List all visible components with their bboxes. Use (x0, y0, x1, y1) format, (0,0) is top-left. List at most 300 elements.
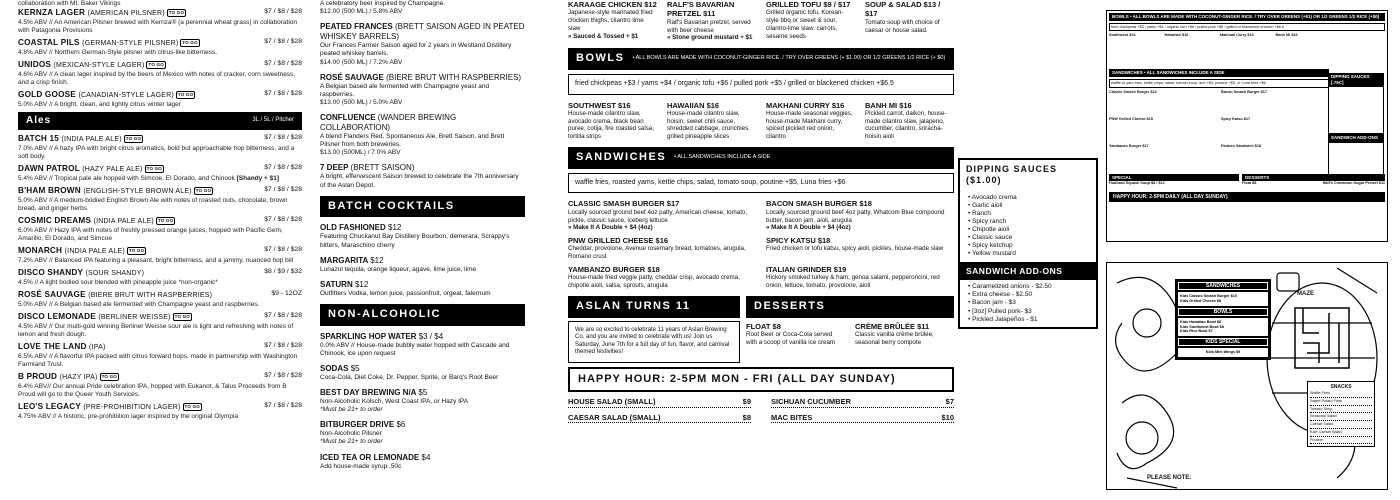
to-go-badge: TO GO (168, 10, 185, 16)
desserts-grid (746, 322, 954, 347)
beer-price: $7 / $8 / $28 (264, 186, 302, 194)
drink-item (320, 163, 525, 189)
desserts-block (746, 296, 954, 363)
thumb-item: Hawaiian $16 (1164, 33, 1189, 38)
drink-name-text: ROSÉ SAUVAGE (320, 72, 384, 82)
beer-name (18, 216, 175, 227)
drink-item (320, 73, 525, 107)
beer-title-row (18, 290, 302, 301)
kids-sandwiches-title: SANDWICHES (1178, 282, 1268, 290)
beer-title-row (18, 164, 302, 175)
drink-price: $12.00 (500 ML) / 5.8% ABV (320, 8, 403, 16)
beer-name-text: B'HAM BROWN (18, 186, 81, 196)
beer-desc-text: 4.5% ABV // An American Pilsner brewed with Kernza® (a perennial wheat grass) in collaboration with Patagonia Provisions (18, 18, 298, 34)
beer-title-row (18, 90, 302, 101)
thumb-addon-bar: SANDWICH ADD-ONS (1328, 134, 1384, 142)
food-price: $16 (706, 100, 720, 110)
drink-desc: Coca-Cola, Diet Coke, Dr. Pepper, Sprite, or Barq's Root Beer (320, 373, 499, 381)
beer-desc (18, 71, 302, 87)
drink-item (320, 420, 525, 446)
beer-name-text: COSMIC DREAMS (18, 216, 92, 226)
food-item (766, 236, 954, 261)
food-name-text: CRÈME BRÛLÉE (855, 321, 916, 331)
beer-name-text: DISCO SHANDY (18, 268, 84, 278)
bowls-grid (568, 101, 954, 141)
food-price: $11 (917, 321, 930, 331)
thumb-addon-list (1328, 142, 1384, 178)
food-desc: Root Beer or Coca-Cola served with a scoop of vanilla ice cream (746, 330, 836, 346)
beer-desc-text: 4.75% ABV // A historic, pre-prohibition lager inspired by the original Olympia (18, 412, 239, 420)
aslan-block (568, 296, 740, 363)
drink-item (320, 453, 525, 471)
addon-item: • Extra cheese - $2.50 (968, 291, 1088, 299)
thumb-sandwiches (1109, 90, 1329, 166)
beer-name (18, 372, 119, 383)
beer-desc (18, 175, 302, 183)
food-price: $18 (817, 236, 831, 245)
beer-title-row (18, 60, 302, 71)
food-name-text: YAMBANZO BURGER (568, 264, 646, 274)
addons-header: SANDWICH ADD-ONS (960, 262, 1096, 281)
happy-item-price: $8 (742, 412, 751, 422)
dipping-sauce-item: • Ranch (968, 210, 1088, 218)
beer-desc (18, 353, 302, 369)
food-name-text: SOUP & SALAD (865, 0, 922, 9)
beer-item (18, 164, 302, 183)
beer-desc-text: 4.5% ABV // Our multi-gold winning Berliner Weisse sour ale is light and refreshing with notes of lemon and fresh dough. (18, 322, 294, 338)
beer-desc (18, 279, 302, 287)
drink-name (320, 22, 525, 42)
thumb-item: Classic Smash Burger $16 (1109, 89, 1157, 94)
drink-desc: A blend Flanders Red, Spontaneous Ale, Brett Saison, and Brett Pilsner from both breweries. (320, 133, 505, 149)
beer-style: (CANADIAN-STYLE LAGER) (78, 92, 174, 99)
beer-style: (INDIA PALE ALE) (93, 218, 154, 226)
beer-name (18, 38, 200, 49)
drink-name-text: SPARKLING HOP WATER (320, 331, 417, 341)
drink-note: *Must be 21+ to order (320, 438, 383, 446)
food-item (865, 101, 954, 141)
thumb-item: PNW Grilled Cheese $15 (1109, 116, 1153, 121)
food-desc: Locally sourced ground beef 4oz patty, American cheese, tomato, pickle, classic sauce, iceberg lettuce (568, 208, 748, 224)
food-name-text: GRILLED TOFU (766, 0, 822, 9)
food-name (667, 0, 756, 19)
happy-hour-items (568, 392, 954, 423)
beer-name-text: LOVE THE LAND (18, 341, 87, 351)
thumb-item: Kids Rice Bowl $7 (1180, 329, 1213, 334)
dipping-sauce-list (960, 191, 1096, 262)
food-name (855, 322, 954, 331)
beer-desc-text: 6.4% ABV// Our annual Pride celebration IPA, hopped with Eukanot, & Talus Proceeds from B Proud will go to the Queer Youth Services. (18, 382, 287, 398)
beer-style: (IPA) (89, 343, 106, 351)
beer-desc (18, 145, 302, 161)
food-item (667, 101, 756, 141)
drink-name (320, 256, 525, 266)
food-price: $16 (655, 236, 669, 245)
thumb-happy-bar: HAPPY HOUR: 2-5PM DAILY (ALL DAY SUNDAY) (1109, 192, 1385, 202)
beer-desc (18, 19, 302, 35)
food-item (766, 199, 954, 232)
food-extra: » Sauced & Tossed + $1 (568, 32, 639, 40)
beer-style: (ENGLISH-STYLE BROWN ALE) (83, 188, 192, 196)
food-desc: House-made fried veggie patty, cheddar crisp, avocado crema, chipotle aioli, salsa, sprouts, arugula (568, 274, 740, 289)
dipping-sauce-item: • Garlic aioli (968, 202, 1088, 210)
happy-item-price: $9 (742, 397, 751, 407)
beer-price: $7 / $8 / $28 (264, 90, 302, 97)
snack-item: Poutine (1310, 437, 1372, 445)
food-name (766, 0, 855, 9)
snacks-panel (1307, 381, 1375, 447)
snack-item: Waffle Fries (1310, 390, 1372, 398)
beer-desc-text: 5.0% ABV // A medium-bodied English Brown Ale with notes of roasted nuts, chocolate, brown bread, and ginger herbs (18, 197, 288, 213)
food-extra: » Stone ground mustard + $1 (667, 34, 753, 42)
thumb-item: Kids Grilled Cheese $8 (1180, 298, 1222, 303)
food-desc: Grilled organic tofu, Korean-style bbq or sweet & sour, cilantro-lime slaw, carrots, sesame seeds (766, 9, 844, 40)
addon-item: • Pickled Jalapeños - $1 (968, 316, 1088, 324)
happy-hour-row (771, 408, 954, 423)
kids-special-item: Kids Mini Wings $9 (1178, 348, 1268, 357)
beer-title-row (18, 38, 302, 49)
food-desc: Locally sourced ground beef 4oz patty, Whatcom Blue compound butter, bacon jam, aioli, arugula (766, 208, 945, 224)
beer-title-row (18, 372, 302, 383)
thumb-item: Banh Mi $16 (1275, 33, 1298, 38)
beer-item (18, 90, 302, 109)
beer-item (18, 38, 302, 57)
beer-name-text: KERNZA LAGER (18, 8, 86, 18)
dipping-sauces-header: DIPPING SAUCES ($1.00) (966, 164, 1058, 186)
beer-item (18, 246, 302, 265)
beer-title-row (18, 268, 302, 279)
food-name-text: ITALIAN GRINDER (766, 264, 832, 274)
beer-desc (18, 323, 302, 339)
to-go-badge: TO GO (125, 136, 142, 142)
ales-header-title: Ales (26, 114, 52, 126)
snack-item: Seasonal Salad (1310, 413, 1372, 421)
drink-name-text: PEATED FRANCES (320, 22, 393, 32)
beer-name-text: LEO'S LEGACY (18, 401, 81, 411)
drink-desc: Non-Alcoholic Kolsch, West Coast IPA, or Hazy IPA (320, 398, 469, 405)
food-name (568, 199, 756, 208)
food-price: $16 (899, 100, 912, 110)
bottles-column (320, 0, 525, 500)
food-price: $9 / $17 (823, 0, 851, 9)
beer-item (18, 60, 302, 87)
beer-item (18, 216, 302, 243)
beer-item (18, 134, 302, 161)
thumb-item: Southwest $16 (1109, 33, 1136, 38)
bottle-list (320, 0, 525, 190)
beer-item (18, 402, 302, 421)
food-desc: Tomato soup with choice of caesar or house salad. (865, 18, 940, 34)
sandwiches-header-title: SANDWICHES (576, 150, 667, 163)
beer-name-text: UNIDOS (18, 60, 52, 69)
drink-desc: Non-Alcoholic Pilsner (320, 430, 382, 438)
food-item (667, 0, 756, 42)
thumb-special-item: Hubbard Squash Soup $8 / $12 (1109, 181, 1165, 186)
beer-price: $8 / $9 / $32 (264, 268, 302, 276)
beer-title-row (18, 186, 302, 197)
beer-desc (18, 101, 302, 109)
drink-desc: Featuring Chuckanut Bay Distillery Bourbon, demerara, Scrappy's bitters, Maraschino cherry (320, 233, 510, 249)
drink-price: $14.00 (500 ML) / 7.2% ABV (320, 58, 403, 66)
drink-style: (WANDER BREWING COLLABORATION) (320, 113, 457, 132)
beer-item (18, 8, 302, 35)
thumb-item: Reuben Sandwich $18 (1221, 143, 1262, 148)
drink-price: $12 (370, 255, 384, 265)
beer-name-text: ROSÉ SAUVAGE (18, 290, 86, 299)
beer-desc (18, 301, 302, 309)
sandwiches-grid (568, 199, 954, 289)
drink-item (320, 256, 525, 274)
drink-name-text: SATURN (320, 279, 353, 289)
food-column (568, 0, 954, 500)
thumb-special (1109, 174, 1239, 186)
drink-name-text: OLD FASHIONED (320, 223, 386, 233)
thumb-item: Kids Southwest Bowl $8 (1180, 324, 1224, 329)
top-note: collaboration with Mt. Baker Vikings (18, 0, 121, 7)
drink-desc: Outfitters Vodka, lemon juice, passionfruit, orgeat, falernum (320, 289, 491, 297)
beer-desc-text: 6.0% ABV // Hazy IPA with notes of freshly pressed orange juices, hopped with Pacific Gem, Amarillo, El Dorado, and Simcoe (18, 227, 283, 243)
food-item (766, 0, 855, 42)
thumb-sandwiches-bar: SANDWICHES • ALL SANDWICHES INCLUDE A SIDE (1109, 69, 1329, 77)
sandwich-sides: waffle fries, roasted yams, kettle chips, salad, tomato soup, poutine +$5, Luna fries +$6 (568, 173, 954, 194)
thumb-item: Kids Hawaiian Bowl $8 (1180, 319, 1222, 324)
beer-price: $7 / $8 / $28 (264, 216, 302, 224)
beer-price: $7 / $8 / $28 (264, 8, 302, 16)
to-go-badge: TO GO (182, 40, 198, 46)
aslan-desserts-row (568, 296, 954, 363)
beer-price: $9 - 12OZ (271, 290, 302, 297)
drink-desc: Add house-made syrup .50c (320, 462, 402, 470)
beer-style: (INDIA PALE ALE) (61, 136, 122, 144)
happy-item-name: SICHUAN CUCUMBER (771, 397, 851, 407)
drink-name-text: ICED TEA OR LEMONADE (320, 452, 420, 462)
food-name-text: CLASSIC SMASH BURGER (568, 199, 665, 209)
beer-desc-text: 5.4% ABV // Tropical pale ale hopped with Simcoe, El Dorado, and Chinook (18, 175, 235, 183)
beer-style: (BERLINER WEISSE) (98, 313, 171, 321)
thumb-dessert-items (1242, 181, 1385, 186)
beer-name-text: BATCH 15 (18, 134, 60, 144)
dipping-sauce-item: • Chipotle aioli (968, 226, 1088, 234)
beer-desc-text: 7.2% ABV // Balanced IPA featuring a pleasant, bright bitterness, and a jammy, nuanced hop bill (18, 257, 294, 264)
food-name-text: SOUTHWEST (568, 100, 616, 110)
snack-item: Kale Caesar Salad (1310, 429, 1372, 437)
beer-desc (18, 49, 302, 57)
dipping-sauce-item: • Spicy ketchup (968, 242, 1088, 250)
kids-bowl-items (1178, 318, 1268, 336)
ales-list (18, 134, 302, 420)
dipping-sauce-item: • Spicy ranch (968, 218, 1088, 226)
drink-item (320, 364, 525, 382)
drink-name-text: MARGARITA (320, 255, 368, 265)
ales-header-sizes: 3L / 5L / Pitcher (252, 117, 294, 124)
drink-desc: A bright, effervescent Saison brewed to celebrate the 7th anniversary of the Aslan Depot. (320, 173, 519, 189)
beer-price: $7 / $8 / $28 (264, 401, 302, 409)
drink-name-text: SODAS (320, 363, 349, 373)
drink-name (320, 163, 525, 173)
beer-name (18, 312, 192, 323)
kids-bowls-title: BOWLS (1178, 308, 1268, 316)
drink-item (320, 223, 525, 249)
to-go-badge: TO GO (174, 313, 191, 319)
beer-item (18, 342, 302, 369)
food-name-text: SPICY KATSU (766, 236, 816, 245)
beer-name (18, 90, 195, 101)
food-price: $8 (772, 321, 781, 331)
snacks-title: SNACKS (1330, 384, 1352, 390)
beer-item (18, 290, 302, 309)
food-price: $12 (644, 0, 657, 9)
sauces-column (958, 0, 1098, 500)
drink-style: (BIERE BRUT WITH RASPBERRIES) (386, 72, 522, 82)
snacks-list (1310, 390, 1372, 444)
food-name (766, 199, 954, 208)
food-price: $16 (618, 100, 631, 110)
beer-name (18, 8, 186, 19)
menu-thumbnail (1106, 10, 1388, 242)
drink-name-text: BEST DAY BREWING N/A (320, 388, 417, 397)
beer-price: $7 / $8 / $28 (264, 311, 302, 319)
thumb-special-bar: SPECIAL (1109, 174, 1239, 182)
beer-style: (GERMAN-STYLE PILSNER) (82, 40, 179, 48)
food-name (766, 265, 954, 274)
food-item (766, 265, 954, 290)
food-item (568, 199, 756, 232)
kids-menu-thumbnail (1106, 262, 1388, 490)
beer-desc (18, 197, 302, 213)
drink-item (320, 113, 525, 157)
drink-price: $4 (421, 452, 431, 462)
beer-title-row (18, 8, 302, 19)
food-item (855, 322, 954, 347)
food-price: $13 / $17 (865, 0, 941, 19)
drink-note: *Must be 21+ to order (320, 406, 383, 414)
happy-item-name: MAC BITES (771, 412, 813, 422)
drink-name (320, 332, 525, 342)
lager-list (18, 8, 302, 109)
food-name-text: MAKHANI CURRY (766, 100, 830, 110)
food-desc: House-made cilantro slaw, hoisin, sweet chili sauce, shredded cabbage, crunchies, grilled pineapple slices (667, 109, 750, 141)
beer-name-text: COASTAL PILS (18, 38, 80, 48)
kids-special-title: KIDS SPECIAL (1178, 338, 1268, 346)
food-desc: House-made seasonal veggies, house-made Makhani curry, spiced pickled red onion, cilantro (766, 109, 853, 141)
beer-desc (18, 413, 302, 421)
food-desc: Ralf's Bavarian pretzel, served with beer cheese (667, 18, 751, 34)
drink-desc: Lunazul tequila, orange liqueur, agave, lime juice, lime (320, 265, 477, 273)
beer-style: (MEXICAN-STYLE LAGER) (53, 62, 145, 69)
drink-desc: 0.0% ABV // House-made bubbly water hopped with Cascade and Chinook, ice upon request (320, 341, 510, 357)
food-item (568, 236, 756, 261)
happy-item-price: $7 (945, 397, 954, 407)
food-price: $17 (666, 199, 680, 209)
beer-name (18, 246, 146, 257)
thumb-bowls-add: fried chickpeas +$3 / yams +$4 / organic tofu +$6 / pulled pork +$5 / grilled or blackened chicken +$6.5 (1109, 23, 1385, 32)
food-item (865, 0, 954, 42)
snack-item: Sweet Potato Fries (1310, 398, 1372, 406)
food-desc: Hickory smoked turkey & ham, genoa salami, pepperoncini, red onion, lettuce, tomato, provolone, aioli (766, 274, 940, 289)
beer-desc (18, 257, 302, 265)
drink-name (320, 113, 525, 133)
to-go-badge: TO GO (157, 218, 174, 224)
beer-name-text: GOLD GOOSE (18, 90, 76, 99)
beer-item (18, 268, 302, 287)
food-name (766, 101, 855, 110)
food-name-text: BACON SMASH BURGER (766, 199, 858, 209)
food-name (746, 322, 845, 331)
drink-item (320, 388, 525, 414)
food-name (865, 101, 954, 110)
cocktails-header: BATCH COCKTAILS (320, 196, 525, 218)
beer-name (18, 268, 144, 279)
ales-header (18, 112, 302, 131)
food-name (568, 0, 657, 9)
food-name-text: RALF'S BAVARIAN PRETZEL (667, 0, 735, 19)
food-name-text: HAWAIIAN (667, 100, 705, 110)
beer-desc-text: 5.0% ABV // A Belgian based ale fermented with Champagne yeast and raspberries. (18, 300, 260, 308)
beer-desc-text: 5.0% ABV // A bright, clean, and lightly citrus winter lager (18, 100, 181, 108)
na-list (320, 332, 525, 471)
kids-sandwich-items (1178, 292, 1268, 305)
beer-name (18, 402, 202, 413)
bowls-header-title: BOWLS (576, 52, 625, 64)
na-header: NON-ALCOHOLIC (320, 304, 525, 326)
drink-item (320, 332, 525, 358)
drink-item (320, 280, 525, 298)
beer-desc-text: 4.8% ABV // Northern German-Style pilsner with citrus-like bitterness. (18, 48, 218, 56)
food-price: $11 (703, 9, 716, 19)
food-desc: Japanese-style marinated fried chicken thighs, cilantro lime slaw (568, 9, 653, 32)
drink-desc: Our Frances Farmer Saison aged for 2 years in Westland Distillery peated whiskey barrels. (320, 42, 512, 58)
aslan-text: We are so excited to celebrate 11 years of Aslan Brewing Co. and you are invited to celebrate with us! Join us Saturday, June 7th for a full day of fun, flavor, and carnival themed festivities! (568, 321, 740, 363)
beer-name (18, 134, 143, 145)
happy-hour-row (568, 408, 751, 423)
thumb-item: Bacon Smash Burger $17 (1221, 89, 1268, 94)
beer-style: (AMERICAN PILSNER) (87, 10, 165, 18)
thumb-item: Yambanzo Burger $17 (1109, 143, 1149, 148)
cocktail-list (320, 223, 525, 298)
beer-desc-text: 6.5% ABV // A flavorful IPA packed with citrus forward hops, made in partnership with Washington Farmland Trust. (18, 352, 298, 368)
addon-item: • Bacon jam - $3 (968, 299, 1088, 307)
food-extra: » Make It A Double + $4 (4oz) (766, 224, 851, 232)
aslan-header: ASLAN TURNS 11 (568, 296, 740, 318)
dipping-sauce-item: • Yellow mustard (968, 250, 1088, 258)
sandwiches-header-note: • ALL SANDWICHES INCLUDE A SIDE (674, 154, 771, 161)
food-name-text: BANH MI (865, 100, 898, 110)
addon-item: • [3oz] Pulled pork- $3 (968, 308, 1088, 316)
drink-name (320, 280, 525, 290)
food-name-text: FLOAT (746, 321, 771, 331)
drink-price: $6 (396, 420, 406, 430)
food-name-text: PNW GRILLED CHEESE (568, 236, 654, 245)
beer-desc-text: 7.0% ABV // A hazy IPA with bright citrus aromatics, bold but approachable hop bitterness, and a soft body. (18, 145, 295, 161)
thumb-sides: waffle or yam fries, kettle chips, salad, tomato soup, and +$4, poutine +$5, or Luna fries +$6 (1109, 79, 1329, 88)
to-go-badge: TO GO (146, 166, 163, 172)
sandwiches-header (568, 147, 954, 169)
kids-menu-panel (1175, 279, 1271, 360)
drink-name (320, 388, 525, 398)
beer-name (18, 290, 212, 301)
drink-item (320, 0, 525, 16)
beer-name-text: DAWN PATROL (18, 164, 80, 174)
happy-hour-row (568, 392, 751, 407)
beer-desc (18, 383, 302, 399)
drink-style: (BRETT SAISON AGED IN PEATED WHISKEY BARRELS) (320, 22, 525, 42)
beer-desc (18, 227, 302, 243)
bowls-addons: fried chickpeas +$3 / yams +$4 / organic tofu +$6 / pulled pork +$5 / grilled or blackened chicken +$6.5 (568, 74, 954, 95)
drink-price: $12 (354, 279, 369, 289)
drink-price: $13.00 (500ML) / 7.0% ABV (320, 149, 401, 157)
drink-name (320, 420, 525, 430)
drink-name-text: BITBURGER DRIVE (320, 420, 395, 430)
